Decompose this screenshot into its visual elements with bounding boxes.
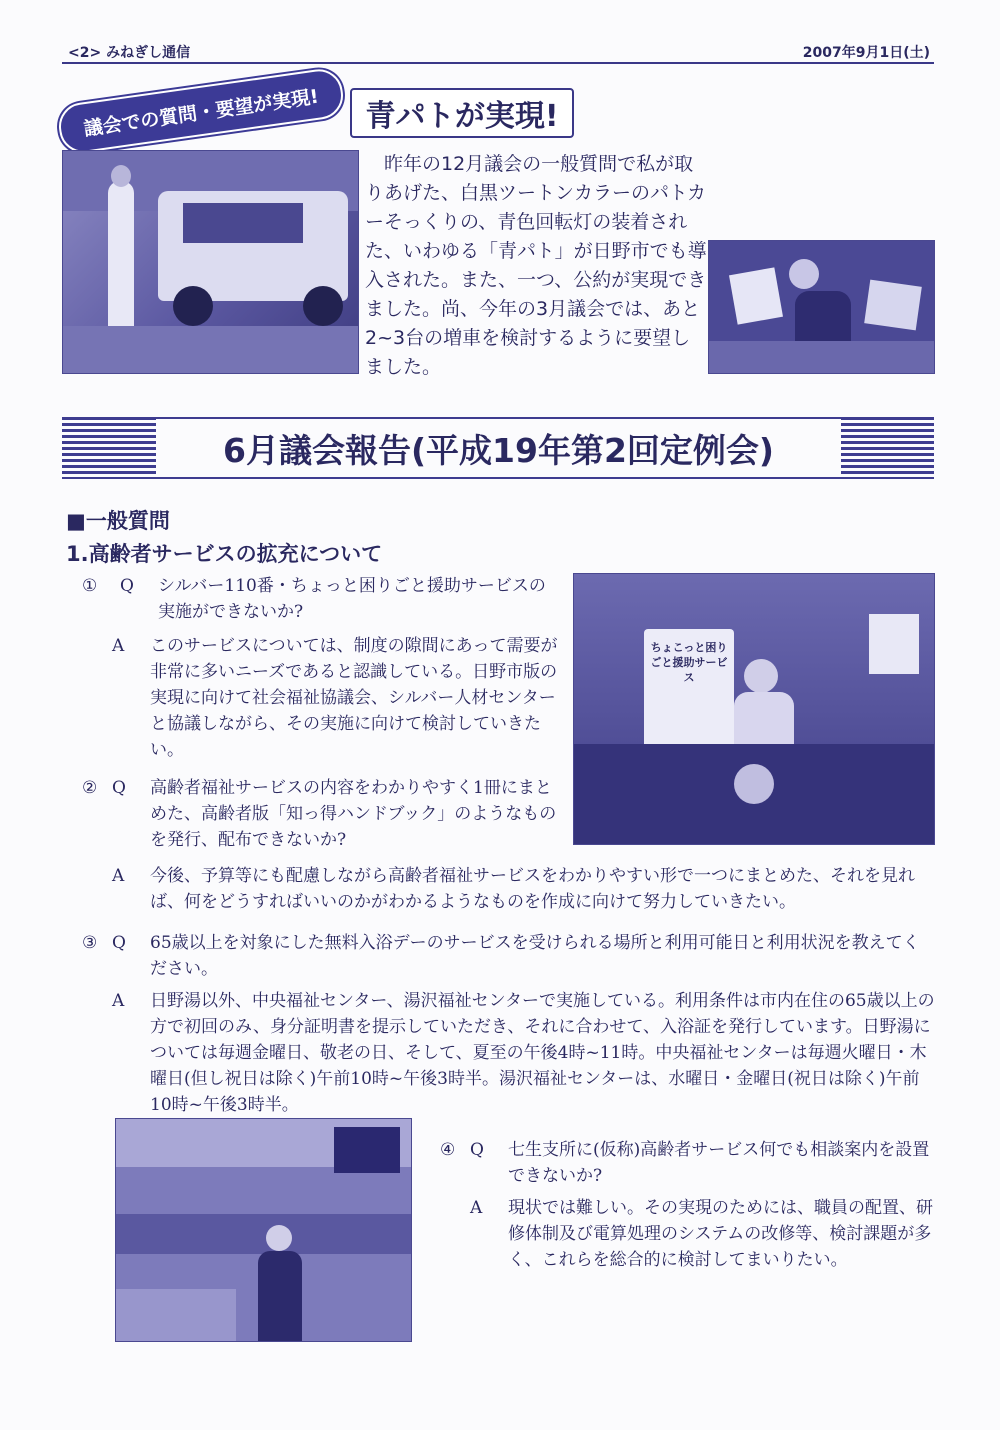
qa-item-2: [82, 775, 942, 920]
answer-text: 今後、予算等にも配慮しながら高齢者福祉サービスをわかりやすい形で一つにまとめた、それを見れば、何をどうすればいいのかがわかるようなものを作成に向けて努力していきたい。: [150, 866, 915, 912]
answer-letter: A: [470, 1198, 483, 1218]
question-text: シルバー110番・ちょっと困りごと援助サービスの実施ができないか?: [158, 576, 546, 622]
podium-photo: [708, 240, 935, 374]
qa-item-4: [440, 1137, 940, 1317]
answer-letter: A: [112, 866, 125, 886]
item-marker: ③: [82, 933, 98, 953]
qa-item-3: [82, 930, 942, 1130]
question-letter: Q: [112, 778, 126, 798]
issue-date: 2007年9月1日(土): [802, 45, 930, 61]
question-text: 高齢者福祉サービスの内容をわかりやすく1冊にまとめた、高齢者版「知っ得ハンドブック」のようなものを発行、配布できないか?: [150, 778, 557, 850]
page-label: <2> みねぎし通信: [68, 45, 191, 61]
question-letter: Q: [112, 933, 126, 953]
answer-letter: A: [112, 991, 125, 1011]
article-title: 青パトが実現!: [350, 88, 574, 138]
answer-text: 日野湯以外、中央福祉センター、湯沢福祉センターで実施している。利用条件は市内在住の65歳以上の方で初回のみ、身分証明書を提示していただき、それに合わせて、入浴証を発行しています。日野湯については毎週金曜日、敬老の日、そして、夏至の午後4時~11時。中央福祉センターは毎週火曜日・木曜日(但し祝日は除く)午前10時~午後3時半。湯沢福祉センターは、水曜日・金曜日(祝日は除く)午前10時~午後3時半。: [150, 991, 935, 1115]
intro-copy: 昨年の12月議会の一般質問で私が取りあげた、白黒ツートンカラーのパトカーそっくりの、青色回転灯の装着された、いわゆる「青パト」が日野市でも導入された。また、一つ、公約が実現できました。尚、今年の3月議会では、あと2~3台の増車を検討するように要望しました。: [365, 153, 707, 378]
realized-badge: 議会での質問・要望が実現!: [56, 66, 346, 155]
branch-office-photo: [115, 1118, 412, 1342]
question-letter: Q: [120, 576, 134, 596]
poster-text: ちょこっと困りごと援助サービス: [650, 641, 728, 684]
header-rule: [62, 62, 934, 64]
item-marker: ①: [82, 576, 98, 596]
question-text: 七生支所に(仮称)高齢者サービス何でも相談案内を設置できないか?: [508, 1140, 930, 1186]
section-heading: ■一般質問: [66, 509, 170, 533]
answer-letter: A: [112, 636, 125, 656]
answer-text: このサービスについては、制度の隙間にあって需要が非常に多いニーズであると認識している。日野市版の実現に向けて社会福祉協議会、シルバー人材センターと協議しながら、その実施に向けて検討していきたい。: [150, 636, 558, 760]
item-marker: ②: [82, 778, 98, 798]
question-letter: Q: [470, 1140, 484, 1160]
patrol-car-photo: [62, 150, 359, 374]
subsection-heading: 1.高齢者サービスの拡充について: [66, 542, 383, 566]
answer-text: 現状では難しい。その実現のためには、職員の配置、研修体制及び電算処理のシステムの改修等、検討課題が多く、これらを総合的に検討してまいりたい。: [508, 1198, 933, 1270]
item-marker: ④: [440, 1140, 456, 1160]
report-banner-title: 6月議会報告(平成19年第2回定例会): [156, 419, 841, 477]
qa-item-1: [82, 573, 562, 773]
question-text: 65歳以上を対象にした無料入浴デーのサービスを受けられる場所と利用可能日と利用状況を教えてください。: [150, 933, 920, 979]
